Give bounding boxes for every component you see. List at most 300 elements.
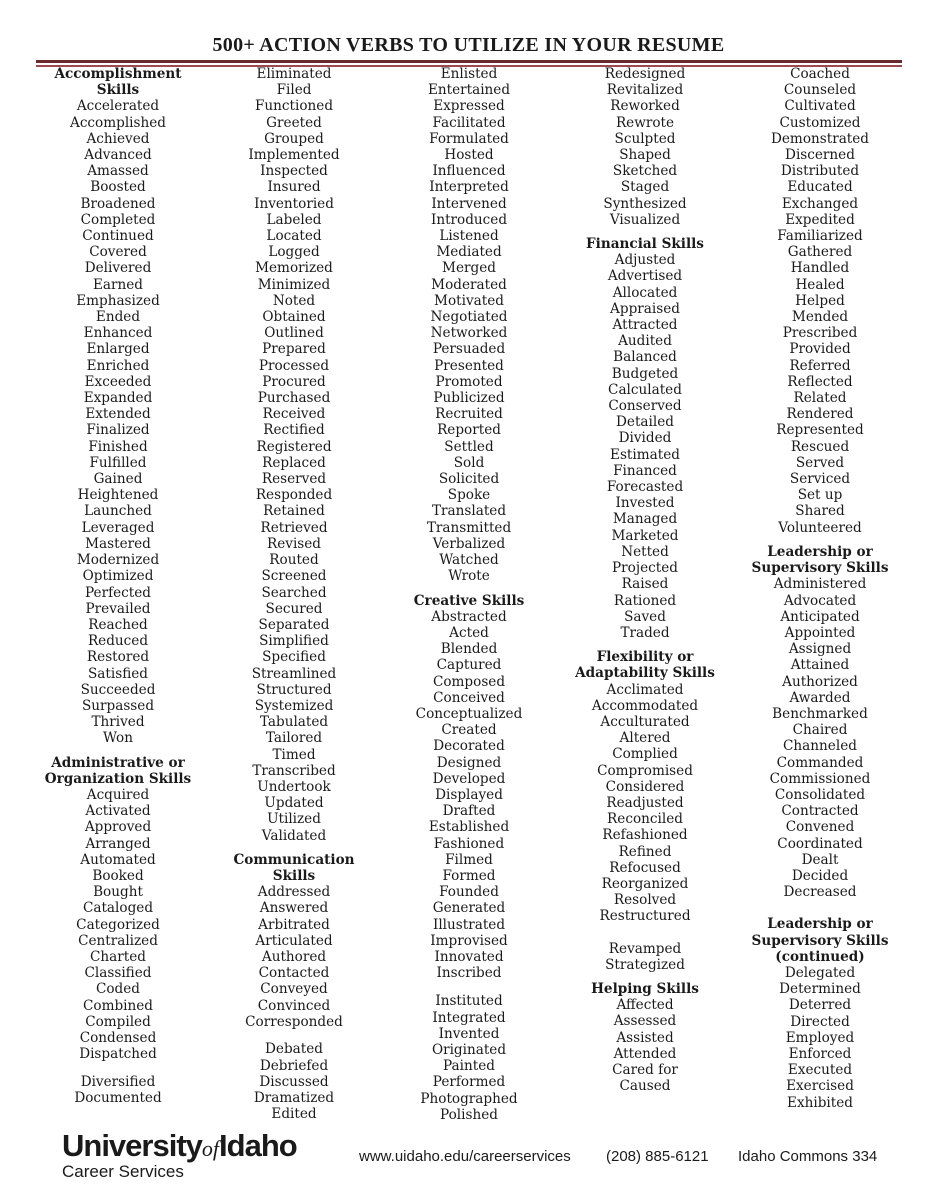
action-verb: Arbitrated (258, 916, 330, 933)
action-verb: Exhibited (787, 1094, 853, 1111)
action-verb: Related (793, 390, 847, 407)
action-verb: Integrated (432, 1009, 506, 1026)
action-verb: Appointed (784, 624, 856, 641)
action-verb: Gained (93, 471, 143, 488)
action-verb: Reduced (87, 633, 149, 650)
action-verb: Discerned (785, 147, 855, 164)
action-verb: Functioned (254, 98, 334, 115)
action-verb: Extended (85, 406, 151, 423)
action-verb: Introduced (430, 211, 508, 228)
action-verb: Enlisted (440, 66, 498, 82)
action-verb: Emphasized (76, 292, 160, 309)
action-verb: Redesigned (604, 66, 686, 82)
action-verb: Edited (271, 1106, 317, 1123)
action-verb: Transcribed (252, 762, 336, 779)
action-verb: Thrived (91, 714, 145, 731)
section-heading: Supervisory Skills (751, 932, 889, 949)
action-verb: Polished (440, 1106, 498, 1123)
action-verb: Consolidated (774, 786, 866, 803)
action-verb: Reflected (787, 373, 853, 390)
action-verb: Referred (789, 357, 851, 374)
action-verb: Corresponded (245, 1013, 343, 1030)
logo-name-university: University (62, 1128, 202, 1163)
title-divider (36, 60, 902, 63)
action-verb: Developed (432, 770, 506, 787)
action-verb: Tabulated (259, 714, 329, 731)
action-verb: Benchmarked (772, 705, 868, 722)
action-verb: Fulfilled (89, 454, 147, 471)
action-verb: Succeeded (80, 681, 156, 698)
action-verb: Established (428, 819, 510, 836)
section-heading: Leadership or (767, 543, 873, 560)
spacer (38, 1062, 198, 1074)
action-verb: Inventoried (254, 195, 334, 212)
action-verb: Attracted (612, 317, 678, 334)
action-verb: Classified (84, 965, 152, 982)
action-verb: Structured (256, 681, 332, 698)
action-verb: Hosted (444, 147, 494, 164)
action-verb: Negotiated (430, 309, 508, 326)
action-verb: Acclimated (606, 681, 684, 698)
action-verb: Watched (439, 552, 499, 569)
action-verb: Adjusted (614, 252, 676, 269)
section-heading: Skills (272, 867, 316, 884)
action-verb: Continued (82, 228, 154, 245)
action-verb: Helped (795, 292, 845, 309)
action-verb: Assessed (613, 1013, 677, 1030)
action-verb: Validated (261, 827, 327, 844)
action-verb: Specified (262, 649, 326, 666)
action-verb: Prepared (262, 341, 326, 358)
action-verb: Debriefed (259, 1057, 329, 1074)
section-heading: Financial Skills (586, 236, 704, 253)
verb-column-3 (394, 66, 544, 1123)
action-verb: Resolved (613, 892, 677, 909)
action-verb: Advanced (84, 147, 152, 164)
action-verb: Blended (440, 641, 498, 658)
section-heading: Leadership or (767, 916, 873, 933)
action-verb: Exercised (786, 1078, 854, 1095)
action-verb: Covered (89, 244, 147, 261)
logo-wordmark (62, 1128, 297, 1164)
action-verb: Minimized (257, 276, 331, 293)
action-verb: Drafted (442, 803, 496, 820)
action-verb: Calculated (608, 381, 682, 398)
action-verb: Appraised (610, 300, 680, 317)
verb-column-5 (740, 66, 900, 1111)
action-verb: Booked (92, 867, 144, 884)
action-verb: Invested (615, 495, 675, 512)
action-verb: Recruited (435, 406, 503, 423)
action-verb: Diversified (80, 1073, 156, 1090)
action-verb: Revitalized (606, 82, 684, 99)
action-verb: Expressed (433, 98, 505, 115)
action-verb: Verbalized (432, 535, 506, 552)
action-verb: Undertook (257, 778, 331, 795)
action-verb: Achieved (86, 130, 150, 147)
action-verb: Charted (90, 948, 146, 965)
spacer (394, 981, 544, 993)
action-verb: Moderated (431, 276, 507, 293)
action-verb: Authorized (782, 673, 858, 690)
action-verb: Utilized (267, 811, 321, 828)
action-verb: Enlarged (86, 341, 150, 358)
action-verb: Located (266, 228, 322, 245)
action-verb: Finalized (86, 422, 150, 439)
action-verb: Visualized (609, 211, 681, 228)
action-verb: Composed (432, 673, 506, 690)
action-verb: Dramatized (253, 1090, 335, 1107)
action-verb: Delivered (84, 260, 152, 277)
action-verb: Refocused (609, 859, 681, 876)
action-verb: Reported (437, 422, 501, 439)
action-verb: Insured (267, 179, 321, 196)
action-verb: Bought (93, 884, 143, 901)
action-verb: Authored (261, 948, 327, 965)
action-verb: Deterred (788, 997, 852, 1014)
action-verb: Expedited (785, 211, 855, 228)
action-verb: Filmed (445, 851, 493, 868)
action-verb: Noted (272, 292, 316, 309)
action-verb: Updated (264, 795, 324, 812)
action-verb: Broadened (80, 195, 156, 212)
action-verb: Readjusted (606, 794, 684, 811)
spacer (740, 900, 900, 916)
action-verb: Instituted (435, 993, 503, 1010)
action-verb: Implemented (248, 147, 340, 164)
action-verb: Acquired (86, 786, 150, 803)
action-verb: Caused (619, 1078, 671, 1095)
action-verb: Expanded (83, 390, 153, 407)
spacer (215, 1030, 373, 1042)
logo-name-of: of (201, 1136, 220, 1161)
action-verb: Reconciled (607, 811, 683, 828)
action-verb: Formed (442, 867, 496, 884)
action-verb: Dealt (801, 851, 839, 868)
action-verb: Exchanged (781, 195, 859, 212)
action-verb: Captured (436, 657, 502, 674)
action-verb: Transmitted (426, 519, 512, 536)
action-verb: Entertained (427, 82, 511, 99)
action-verb: Approved (84, 819, 152, 836)
spacer (215, 844, 373, 852)
action-verb: Illustrated (432, 916, 506, 933)
action-verb: Documented (74, 1090, 162, 1107)
action-verb: Acculturated (600, 713, 690, 730)
action-verb: Secured (265, 600, 323, 617)
spacer (38, 747, 198, 755)
section-heading: Flexibility or (596, 649, 694, 666)
verb-column-2 (215, 66, 373, 1123)
action-verb: Financed (613, 462, 677, 479)
action-verb: Presented (434, 357, 504, 374)
action-verb: Exceeded (84, 373, 152, 390)
action-verb: Arranged (85, 835, 151, 852)
action-verb: Coded (95, 981, 141, 998)
action-verb: Amassed (87, 163, 149, 180)
action-verb: Promoted (435, 373, 503, 390)
action-verb: Rescued (790, 438, 850, 455)
action-verb: Fashioned (433, 835, 505, 852)
action-verb: Networked (430, 325, 508, 342)
action-verb: Counseled (783, 82, 857, 99)
action-verb: Attended (613, 1045, 677, 1062)
verb-column-4 (563, 66, 727, 1094)
spacer (563, 973, 727, 981)
action-verb: Prevailed (85, 600, 151, 617)
action-verb: Compromised (597, 762, 693, 779)
spacer (394, 585, 544, 593)
action-verb: Persuaded (432, 341, 506, 358)
action-verb: Conveyed (260, 981, 328, 998)
action-verb: Addressed (257, 884, 331, 901)
action-verb: Traded (620, 624, 670, 641)
action-verb: Modernized (76, 552, 160, 569)
action-verb: Rectified (263, 422, 325, 439)
action-verb: Finished (88, 438, 148, 455)
footer-phone: (208) 885-6121 (606, 1148, 709, 1165)
action-verb: Inspected (260, 163, 328, 180)
action-verb: Considered (605, 778, 685, 795)
action-verb: Healed (795, 276, 845, 293)
action-verb: Served (795, 454, 845, 471)
action-verb: Optimized (82, 568, 154, 585)
action-verb: Abstracted (431, 608, 507, 625)
action-verb: Dispatched (79, 1046, 157, 1063)
action-verb: Represented (776, 422, 864, 439)
action-verb: Launched (84, 503, 152, 520)
section-heading: Organization Skills (44, 770, 192, 787)
action-verb: Separated (258, 616, 330, 633)
action-verb: Shaped (619, 147, 671, 164)
action-verb: Inscribed (436, 965, 502, 982)
action-verb: Projected (612, 560, 678, 577)
action-verb: Demonstrated (770, 130, 870, 147)
action-verb: Reorganized (601, 875, 689, 892)
action-verb: Mediated (436, 244, 502, 261)
action-verb: Earned (92, 276, 144, 293)
action-verb: Shared (795, 503, 845, 520)
action-verb: Allocated (612, 284, 678, 301)
action-verb: Divided (618, 430, 672, 447)
action-verb: Revamped (608, 940, 682, 957)
action-verb: Timed (272, 746, 316, 763)
action-verb: Restructured (599, 908, 691, 925)
action-verb: Photographed (420, 1090, 518, 1107)
action-verb: Boosted (90, 179, 146, 196)
section-heading: (continued) (775, 948, 865, 965)
action-verb: Advertised (607, 268, 683, 285)
action-verb: Customized (779, 114, 861, 131)
action-verb: Generated (432, 900, 506, 917)
action-verb: Conceived (433, 689, 505, 706)
action-verb: Streamlined (251, 665, 337, 682)
action-verb: Routed (269, 552, 319, 569)
action-verb: Refined (618, 843, 672, 860)
action-verb: Distributed (780, 163, 860, 180)
logo-subtitle: Career Services (62, 1162, 184, 1181)
action-verb: Merged (442, 260, 496, 277)
action-verb: Designed (436, 754, 502, 771)
action-verb: Accelerated (76, 98, 160, 115)
action-verb: Influenced (432, 163, 506, 180)
action-verb: Wrote (448, 568, 490, 585)
action-verb: Channeled (783, 738, 857, 755)
action-verb: Sculpted (614, 130, 676, 147)
action-verb: Strategized (605, 956, 685, 973)
action-verb: Restored (86, 649, 150, 666)
action-verb: Articulated (255, 932, 333, 949)
action-verb: Answered (259, 900, 329, 917)
action-verb: Contacted (258, 965, 330, 982)
action-verb: Motivated (434, 292, 504, 309)
action-verb: Directed (790, 1013, 850, 1030)
action-verb: Provided (789, 341, 851, 358)
action-verb: Greeted (266, 114, 322, 131)
action-verb: Innovated (434, 948, 504, 965)
action-verb: Enriched (86, 357, 150, 374)
action-verb: Facilitated (432, 114, 506, 131)
section-heading: Communication (233, 851, 355, 868)
action-verb: Created (441, 722, 497, 739)
action-verb: Conserved (608, 398, 682, 415)
action-verb: Displayed (435, 786, 503, 803)
action-verb: Reworked (610, 98, 680, 115)
action-verb: Administered (773, 576, 867, 593)
action-verb: Awarded (789, 689, 851, 706)
action-verb: Chaired (792, 722, 848, 739)
action-verb: Categorized (76, 916, 160, 933)
action-verb: Founded (439, 884, 499, 901)
action-verb: Cataloged (82, 900, 154, 917)
action-verb: Raised (621, 576, 669, 593)
action-verb: Contracted (781, 803, 859, 820)
action-verb: Determined (779, 981, 861, 998)
action-verb: Combined (82, 997, 154, 1014)
action-verb: Audited (618, 333, 672, 350)
action-verb: Spoke (447, 487, 491, 504)
section-heading: Creative Skills (413, 592, 525, 609)
action-verb: Discussed (259, 1073, 329, 1090)
action-verb: Estimated (610, 446, 680, 463)
action-verb: Affected (616, 997, 674, 1014)
footer-location: Idaho Commons 334 (738, 1148, 878, 1165)
action-verb: Accommodated (591, 697, 699, 714)
action-verb: Gathered (787, 244, 853, 261)
action-verb: Managed (612, 511, 678, 528)
action-verb: Activated (85, 803, 151, 820)
action-verb: Conceptualized (415, 705, 523, 722)
action-verb: Completed (80, 211, 156, 228)
action-verb: Purchased (257, 390, 331, 407)
action-verb: Invented (438, 1025, 500, 1042)
action-verb: Rewrote (615, 114, 675, 131)
action-verb: Centralized (78, 932, 158, 949)
action-verb: Serviced (789, 471, 851, 488)
action-verb: Rationed (613, 592, 677, 609)
action-verb: Tailored (265, 730, 323, 747)
action-verb: Sold (453, 454, 485, 471)
action-verb: Netted (621, 543, 669, 560)
footer-website-link[interactable]: www.uidaho.edu/careerservices (359, 1148, 571, 1165)
action-verb: Debated (265, 1041, 323, 1058)
action-verb: Received (262, 406, 326, 423)
action-verb: Systemized (254, 697, 334, 714)
action-verb: Improvised (430, 932, 508, 949)
university-logo (62, 1128, 297, 1182)
action-verb: Replaced (262, 454, 326, 471)
action-verb: Mastered (85, 535, 151, 552)
action-verb: Commanded (776, 754, 864, 771)
action-verb: Memorized (255, 260, 333, 277)
action-verb: Staged (620, 179, 670, 196)
action-verb: Cared for (612, 1061, 678, 1078)
action-verb: Publicized (433, 390, 505, 407)
section-heading: Administrative or (51, 754, 185, 771)
action-verb: Employed (785, 1029, 855, 1046)
action-verb: Acted (449, 624, 489, 641)
action-verb: Prescribed (782, 325, 858, 342)
action-verb: Intervened (431, 195, 507, 212)
action-verb: Procured (262, 373, 326, 390)
action-verb: Convened (785, 819, 855, 836)
action-verb: Set up (797, 487, 843, 504)
section-heading: Skills (96, 82, 140, 99)
section-heading: Helping Skills (591, 980, 699, 997)
action-verb: Solicited (438, 471, 500, 488)
action-verb: Decided (791, 867, 849, 884)
action-verb: Registered (256, 438, 332, 455)
action-verb: Coached (790, 66, 850, 82)
action-verb: Saved (624, 608, 666, 625)
action-verb: Accomplished (70, 114, 166, 131)
action-verb: Logged (268, 244, 320, 261)
action-verb: Balanced (613, 349, 677, 366)
action-verb: Assisted (616, 1029, 674, 1046)
action-verb: Retrieved (260, 519, 328, 536)
action-verb: Outlined (264, 325, 324, 342)
action-verb: Decorated (433, 738, 505, 755)
action-verb: Satisfied (87, 665, 149, 682)
section-heading: Supervisory Skills (751, 560, 889, 577)
action-verb: Listened (439, 228, 499, 245)
action-verb: Compiled (85, 1013, 151, 1030)
spacer (563, 641, 727, 649)
action-verb: Translated (431, 503, 507, 520)
page-title: 500+ ACTION VERBS TO UTILIZE IN YOUR RESUME (212, 34, 725, 56)
action-verb: Responded (255, 487, 333, 504)
action-verb: Sketched (612, 163, 678, 180)
action-verb: Eliminated (256, 66, 332, 82)
action-verb: Originated (431, 1041, 507, 1058)
action-verb: Retained (263, 503, 325, 520)
action-verb: Marketed (611, 527, 679, 544)
action-verb: Condensed (79, 1029, 157, 1046)
action-verb: Enforced (788, 1045, 852, 1062)
action-verb: Assigned (788, 641, 852, 658)
action-verb: Performed (432, 1074, 506, 1091)
action-verb: Filed (276, 82, 312, 99)
action-verb: Won (103, 730, 133, 747)
action-verb: Painted (443, 1058, 495, 1075)
action-verb: Complied (612, 746, 678, 763)
spacer (563, 925, 727, 941)
verb-column-1 (38, 66, 198, 1106)
action-verb: Coordinated (777, 835, 863, 852)
action-verb: Refashioned (602, 827, 688, 844)
action-verb: Educated (787, 179, 853, 196)
action-verb: Volunteered (778, 519, 862, 536)
